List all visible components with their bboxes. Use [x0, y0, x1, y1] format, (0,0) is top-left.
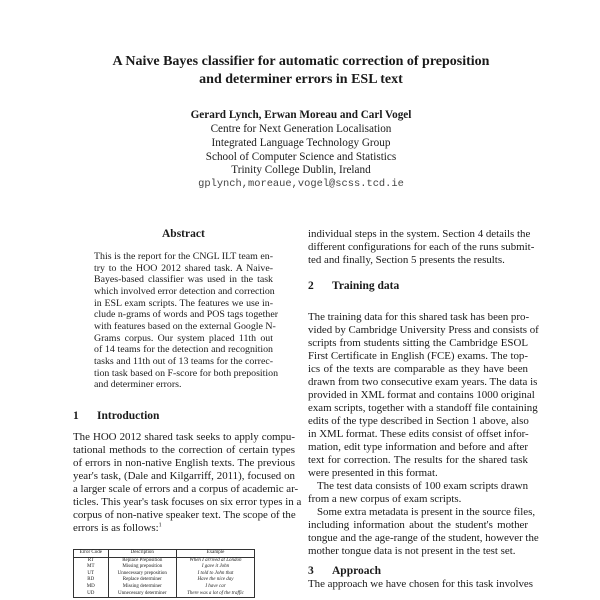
description-cell: Unnecessary determiner	[108, 591, 177, 598]
footnote-mark[interactable]: 1	[158, 522, 162, 529]
example-cell: Have the nice day	[177, 577, 255, 584]
error-code-cell: MT	[74, 564, 109, 571]
text-line: mother tongue data is not present in the test set.	[308, 545, 516, 557]
text-line: try to the HOO 2012 shared task. A Naive-	[94, 262, 273, 274]
section-heading-introduction	[73, 410, 159, 422]
error-code-cell: RT	[74, 557, 109, 564]
text-line: with features based on the external Google N-	[94, 320, 276, 332]
example-cell: There was a lot of the traffic	[177, 591, 255, 598]
affiliation-line: Integrated Language Technology Group	[211, 137, 391, 149]
table-row	[74, 577, 255, 584]
author-email: gplynch,moreaue,vogel@scss.tcd.ie	[198, 178, 404, 190]
text-line: were presented in this format.	[308, 467, 438, 479]
abstract-heading: Abstract	[162, 228, 205, 240]
table-row	[74, 571, 255, 578]
text-line: of 14 teams for the detection and recognition	[94, 344, 273, 356]
error-code-cell: MD	[74, 584, 109, 591]
affiliation-line: Centre for Next Generation Localisation	[210, 123, 392, 135]
section-heading-approach	[308, 565, 381, 577]
section-title: Training data	[332, 280, 400, 292]
error-types-table	[73, 549, 255, 598]
error-code-cell: UT	[74, 571, 109, 578]
introduction-text	[73, 431, 302, 535]
text-line: different configurations for each of the runs submit-	[308, 241, 535, 253]
description-cell: Unnecessary preposition	[108, 571, 177, 578]
abstract-text	[94, 251, 279, 391]
text-line: The approach we have chosen for this task involves	[308, 578, 534, 590]
table-row	[74, 557, 255, 564]
text-line: First Certificate in English (FCE) exams. The top-	[308, 350, 528, 362]
text-line: Some extra metadata is present in the source files,	[317, 506, 536, 518]
text-line: Grams corpus. Our system placed 11th out	[94, 332, 273, 344]
text-line: This is the report for the CNGL ILT team en-	[94, 251, 273, 262]
text-line: individual steps in the system. Section 4 details the	[308, 228, 531, 240]
description-cell: Replace Preposition	[108, 557, 177, 564]
text-line: exam scripts, together with a standoff file containing	[308, 402, 538, 414]
table-row	[74, 584, 255, 591]
text-line: vided by Cambridge University Press and consists of	[308, 324, 539, 336]
text-line: tasks and 11th out of 13 teams for the correc-	[94, 355, 273, 367]
section-title: Introduction	[97, 410, 160, 422]
text-line: tongue and the age-range of the student, however the	[308, 532, 539, 544]
text-line: a larger scale of errors and a corpus of academic ar-	[73, 483, 299, 495]
approach-text	[308, 578, 534, 591]
text-line: corpus of non-native speaker text. The scope of the	[73, 509, 296, 521]
text-line: of errors in non-native English texts. The previous	[73, 457, 295, 469]
text-line: and determiner errors.	[94, 379, 182, 391]
paper-title-line-1: A Naive Bayes classifier for automatic correction of preposition	[112, 54, 490, 69]
description-cell: Missing preposition	[108, 564, 177, 571]
example-cell: I told to John that	[177, 571, 255, 578]
text-line: drawn from two consecutive exam years. The data is	[308, 376, 538, 388]
text-line: in XML format. These edits consist of offset infor-	[308, 428, 529, 440]
example-cell: I have car	[177, 584, 255, 591]
text-line: Bayes-based classifier was used in the task	[94, 274, 273, 286]
text-line: clude n-grams of words and POS tags together	[94, 309, 279, 321]
example-cell: When I arrived at London	[177, 557, 255, 564]
example-cell: I gave it John	[177, 564, 255, 571]
section-number: 3	[308, 565, 314, 577]
text-line: including information about the student's mother	[308, 519, 528, 531]
column-header: Example	[177, 550, 255, 558]
text-line: scripts from students sitting the Cambridge ESOL	[308, 337, 528, 349]
description-cell: Replace determiner	[108, 577, 177, 584]
column-header: Error Code	[74, 550, 109, 558]
text-line: from a new corpus of exam scripts.	[308, 493, 462, 505]
column-header: Description	[108, 550, 177, 558]
text-line: ted and finally, Section 5 presents the results.	[308, 254, 505, 266]
text-line: tational methods to the correction of certain types	[73, 444, 295, 456]
text-line: errors is as follows:$^1$	[73, 522, 162, 534]
error-code-cell: RD	[74, 577, 109, 584]
training-data-text	[308, 311, 539, 558]
text-line: which involved error detection and correction	[94, 285, 275, 297]
text-line: year's task, (Dale and Kilgarriff, 2011), focused on	[73, 470, 295, 482]
section-title: Approach	[332, 565, 381, 577]
table-row	[74, 564, 255, 571]
text-line: The training data for this shared task has been pro-	[308, 311, 530, 323]
text-line: provided in XML format and contains 1000 original	[308, 389, 535, 401]
affiliation-line: Trinity College Dublin, Ireland	[231, 164, 371, 176]
text-line: text for correction. The results for the shared task	[308, 454, 528, 466]
text-line: The HOO 2012 shared task seeks to apply compu-	[73, 431, 295, 443]
table-row	[74, 591, 255, 598]
text-line: mation, edit type information and before and after	[308, 441, 528, 453]
section-heading-training-data	[308, 280, 399, 292]
section-number: 2	[308, 280, 314, 292]
paper-title-line-2: and determiner errors in ESL text	[199, 72, 403, 87]
text-line: tion task based on F-score for both preposition	[94, 367, 279, 379]
authors: Gerard Lynch, Erwan Moreau and Carl Vogel	[190, 109, 412, 121]
text-line: edits of the type described in Section 1 above, also	[308, 415, 529, 427]
affiliation-line: School of Computer Science and Statistics	[205, 151, 397, 163]
text-line: ticles. This year's task focuses on six error types in a	[73, 496, 302, 508]
introduction-continued-text	[308, 228, 535, 267]
description-cell: Missing determiner	[108, 584, 177, 591]
text-line: in ESL exam scripts. The features we use in-	[94, 297, 273, 309]
text-line: The test data consists of 100 exam scripts drawn	[317, 480, 529, 492]
text-line: ics of the texts are comparable as they have been	[308, 363, 528, 375]
error-code-cell: UD	[74, 591, 109, 598]
section-number: 1	[73, 410, 79, 422]
